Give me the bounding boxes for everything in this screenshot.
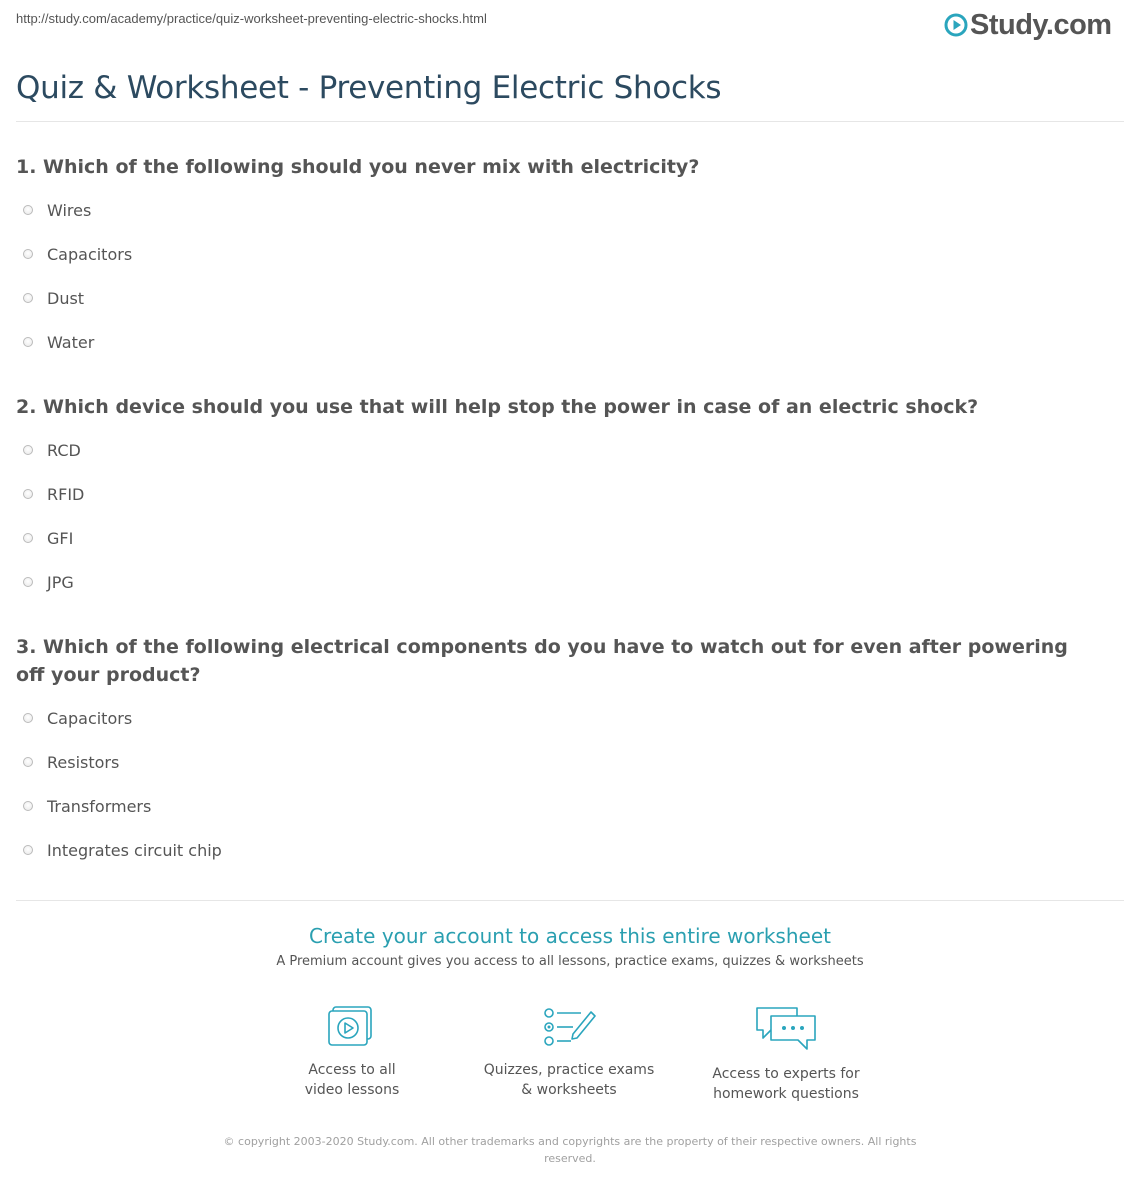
answer-option[interactable] <box>23 740 1103 784</box>
page-title: Quiz & Worksheet - Preventing Electric Shocks <box>16 70 722 106</box>
copyright-notice: © copyright 2003-2020 Study.com. All other trademarks and copyrights are the property of their respective owners. All rights reserved. <box>223 1135 917 1165</box>
answer-option[interactable] <box>23 516 1103 560</box>
answer-option[interactable] <box>23 232 1103 276</box>
option-label: Dust <box>47 288 85 308</box>
study-logo[interactable] <box>944 7 1112 43</box>
feature-label: Access to all video lessons <box>304 1062 400 1098</box>
option-label: RFID <box>47 484 85 504</box>
radio-button[interactable] <box>23 757 33 767</box>
feature-label: Access to experts for homework questions <box>712 1066 860 1102</box>
answer-option[interactable] <box>23 696 1103 740</box>
title-divider <box>16 121 1124 122</box>
option-label: Integrates circuit chip <box>47 840 222 860</box>
page-url: http://study.com/academy/practice/quiz-worksheet-preventing-electric-shocks.html <box>16 11 487 26</box>
option-label: Resistors <box>47 752 120 772</box>
feature-quizzes <box>469 1004 669 1100</box>
answer-options <box>16 188 1096 364</box>
radio-button[interactable] <box>23 533 33 543</box>
question-text: 1. Which of the following should you never mix with electricity? <box>16 156 700 178</box>
radio-button[interactable] <box>23 205 33 215</box>
radio-button[interactable] <box>23 293 33 303</box>
radio-button[interactable] <box>23 577 33 587</box>
answer-option[interactable] <box>23 320 1103 364</box>
question-text: 2. Which device should you use that will help stop the power in case of an electric shock? <box>16 396 979 418</box>
radio-button[interactable] <box>23 337 33 347</box>
answer-option[interactable] <box>23 784 1103 828</box>
cta-subheading: A Premium account gives you access to all lessons, practice exams, quizzes & worksheets <box>276 954 864 969</box>
radio-button[interactable] <box>23 445 33 455</box>
question-3 <box>16 633 1096 872</box>
question-2 <box>16 393 1096 604</box>
question-text: 3. Which of the following electrical components do you have to watch out for even after powering off your product? <box>16 636 1068 686</box>
radio-button[interactable] <box>23 801 33 811</box>
radio-button[interactable] <box>23 713 33 723</box>
chat-experts-icon <box>753 1004 819 1054</box>
feature-label: Quizzes, practice exams & worksheets <box>483 1062 655 1098</box>
create-account-link[interactable]: Create your account to access this entire worksheet <box>309 924 831 948</box>
answer-option[interactable] <box>23 828 1103 872</box>
radio-button[interactable] <box>23 845 33 855</box>
option-label: Transformers <box>47 796 152 816</box>
option-label: Capacitors <box>47 708 133 728</box>
quiz-checklist-icon <box>541 1004 597 1050</box>
radio-button[interactable] <box>23 489 33 499</box>
answer-option[interactable] <box>23 276 1103 320</box>
answer-option[interactable] <box>23 188 1103 232</box>
radio-button[interactable] <box>23 249 33 259</box>
feature-experts <box>686 1004 886 1104</box>
option-label: Capacitors <box>47 244 133 264</box>
video-lessons-icon <box>324 1004 380 1050</box>
question-1 <box>16 153 1096 364</box>
answer-option[interactable] <box>23 560 1103 604</box>
feature-video-lessons <box>252 1004 452 1100</box>
play-circle-icon <box>944 13 968 37</box>
answer-option[interactable] <box>23 472 1103 516</box>
option-label: JPG <box>47 572 74 592</box>
option-label: Wires <box>47 200 92 220</box>
option-label: Water <box>47 332 95 352</box>
option-label: GFI <box>47 528 74 548</box>
cta-divider <box>16 900 1124 901</box>
option-label: RCD <box>47 440 81 460</box>
logo-text: Study.com <box>970 8 1112 41</box>
answer-options <box>16 428 1096 604</box>
answer-option[interactable] <box>23 428 1103 472</box>
answer-options <box>16 696 1096 872</box>
